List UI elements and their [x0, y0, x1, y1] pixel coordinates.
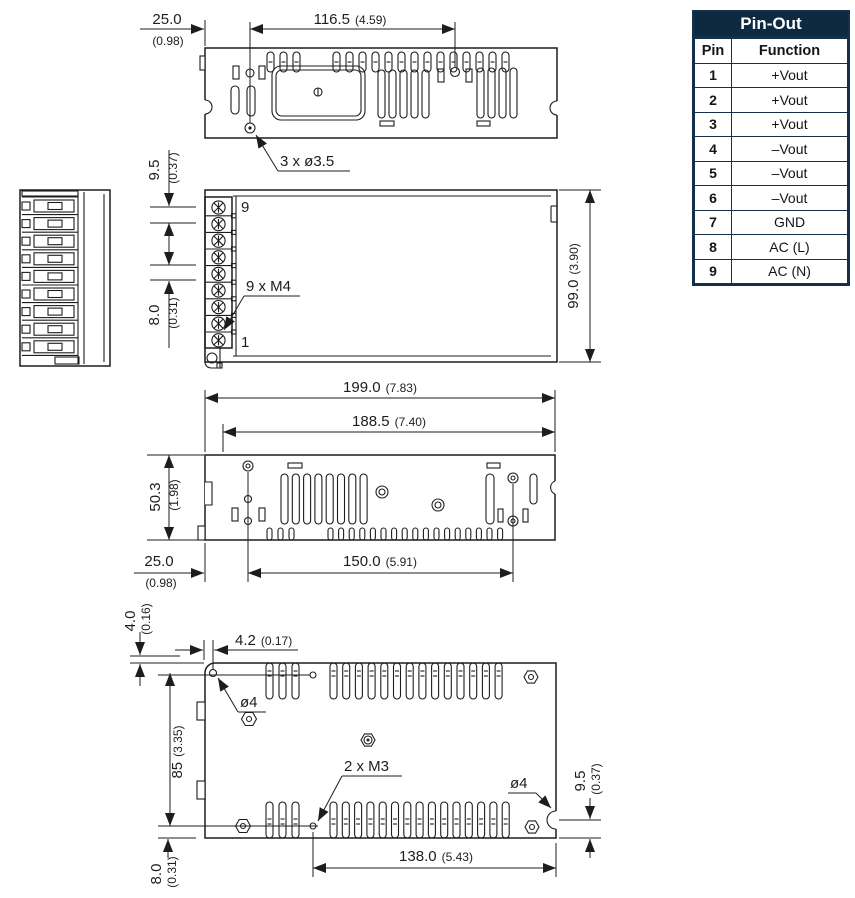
pinout-title: Pin-Out	[694, 12, 848, 38]
dim-42-label: 4.2 (0.17)	[235, 632, 293, 649]
dim-1885-label: 188.5 (7.40)	[352, 413, 426, 430]
pin-cell: 8	[695, 235, 732, 260]
terminal-end-view	[20, 190, 110, 366]
dim-95-bottom-mm: 9.5	[572, 770, 589, 792]
hole-note-right: ø4	[510, 775, 528, 792]
side-bottom-comb-a	[267, 528, 294, 540]
pin-cell: 1	[695, 63, 732, 88]
hole-note-top: 3 x ø3.5	[280, 153, 335, 170]
terminal-number-top: 9	[241, 199, 250, 216]
dim-150-label: 150.0 (5.91)	[343, 553, 417, 570]
pinout-row	[695, 186, 848, 211]
pin-cell: 9	[695, 259, 732, 284]
bottom-view	[122, 603, 603, 887]
function-cell: +Vout	[732, 88, 848, 113]
dim-95-front-in: (0.37)	[166, 152, 180, 184]
pinout-row	[695, 88, 848, 113]
side-view	[134, 379, 555, 590]
dim-503-mm: 50.3	[147, 482, 164, 512]
function-cell: –Vout	[732, 161, 848, 186]
dim-80-front-mm: 8.0	[146, 304, 163, 326]
pinout-row	[695, 161, 848, 186]
pinout-table	[692, 10, 850, 286]
pin-cell: 4	[695, 137, 732, 162]
function-cell: GND	[732, 210, 848, 235]
front-view	[146, 150, 601, 368]
pinout-header-function: Function	[732, 39, 848, 64]
dim-95-front-mm: 9.5	[146, 159, 163, 181]
terminal-number-bottom: 1	[241, 334, 250, 351]
top-vent-capsules-b	[477, 68, 517, 118]
function-cell: +Vout	[732, 112, 848, 137]
pinout-header-row	[695, 39, 848, 64]
dim-95-bottom-in: (0.37)	[589, 763, 603, 795]
dim-199-label: 199.0 (7.83)	[343, 379, 417, 396]
dim-1165-label: 116.5 (4.59)	[313, 11, 387, 28]
dim-25-top-in: (0.98)	[152, 34, 184, 48]
pin-cell: 3	[695, 112, 732, 137]
top-view	[140, 11, 557, 171]
function-cell: AC (N)	[732, 259, 848, 284]
pinout-row	[695, 112, 848, 137]
bottom-vent-slots-bot-b	[330, 802, 509, 838]
side-bottom-comb-b	[328, 528, 503, 540]
hex-standoff	[242, 713, 257, 726]
pin-cell: 7	[695, 210, 732, 235]
pin-cell: 2	[695, 88, 732, 113]
terminal-side-cells	[22, 197, 78, 355]
hex-standoff	[525, 821, 539, 833]
pin-cell: 5	[695, 161, 732, 186]
dim-25-side-in: (0.98)	[145, 576, 177, 590]
pinout-row	[695, 63, 848, 88]
dim-40-in: (0.16)	[139, 603, 153, 635]
hole-note-left: ø4	[240, 694, 258, 711]
function-cell: AC (L)	[732, 235, 848, 260]
bottom-vent-slots-bot-a	[266, 802, 299, 838]
function-cell: +Vout	[732, 63, 848, 88]
function-cell: –Vout	[732, 186, 848, 211]
bottom-vent-slots-top-a	[266, 663, 299, 699]
pinout-row	[695, 235, 848, 260]
dim-25-top-mm: 25.0	[152, 11, 182, 28]
side-vent-capsules	[281, 474, 367, 524]
pinout-row	[695, 137, 848, 162]
top-vent-slots-a	[267, 52, 300, 72]
m3-hole-top	[310, 672, 316, 678]
pinout-header-pin: Pin	[695, 39, 732, 64]
pinout-row	[695, 259, 848, 284]
pin-cell: 6	[695, 186, 732, 211]
dim-80-bottom-mm: 8.0	[148, 863, 165, 885]
dim-138-label: 138.0 (5.43)	[399, 848, 473, 865]
dim-25-side-mm: 25.0	[144, 553, 174, 570]
dim-80-bottom-in: (0.31)	[165, 856, 179, 888]
terminal-note: 9 x M4	[246, 278, 292, 295]
dim-80-front-in: (0.31)	[166, 297, 180, 329]
hex-standoff	[524, 671, 538, 683]
dim-99-label: 99.0(3.90)	[565, 243, 582, 309]
function-cell: –Vout	[732, 137, 848, 162]
dim-503-in: (1.98)	[167, 479, 181, 511]
pinout-row	[695, 210, 848, 235]
dim-40-mm: 4.0	[122, 610, 139, 632]
screw-note: 2 x M3	[344, 758, 390, 775]
top-vent-capsules-a	[378, 70, 429, 118]
bottom-vent-slots-top-b	[330, 663, 502, 699]
dim-85-label: 85(3.35)	[169, 725, 186, 779]
